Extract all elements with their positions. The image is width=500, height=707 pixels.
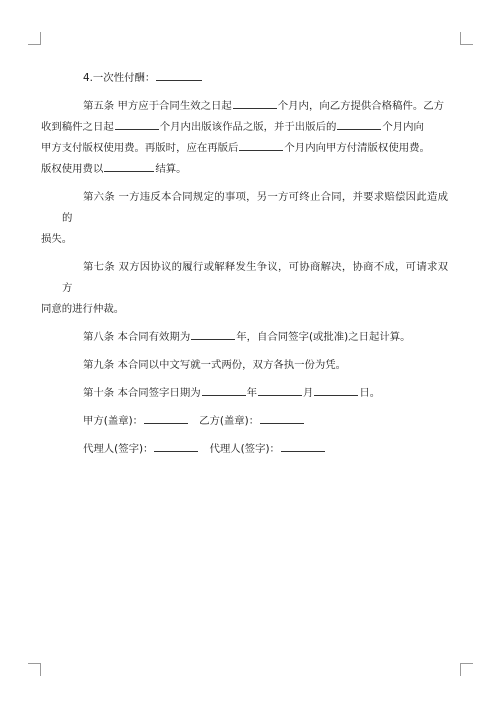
clause-5-delivery: 第五条 甲方应于合同生效之日起 个月内，向乙方提供合格稿件。乙方 收到稿件之日起 个月内出版该作品之版，并于出版后的 个月内向 甲方支付版权使用费。再版时，应在再版后 个月内向甲方付清版权使用费。 版权使用费以 结算。 — [62, 96, 448, 180]
crop-mark-top-left — [28, 32, 41, 45]
clause-8-term: 第八条 本合同有效期为 年，自合同签字(或批准)之日起计算。 — [62, 327, 448, 348]
blank-line — [260, 411, 304, 424]
blank-line — [314, 383, 358, 396]
blank-line — [281, 439, 325, 452]
crop-mark-bottom-left — [28, 663, 41, 676]
crop-mark-top-right — [460, 32, 473, 45]
blank-line — [154, 439, 198, 452]
crop-mark-bottom-right — [460, 663, 473, 676]
blank-line — [258, 383, 302, 396]
blank-line — [144, 411, 188, 424]
clause-7-dispute: 第七条 双方因协议的履行或解释发生争议，可协商解决，协商不成，可请求双方 同意的进行仲裁。 — [41, 261, 448, 315]
agent-signature-line: 代理人(签字)： 代理人(签字)： — [62, 439, 448, 460]
blank-line — [337, 117, 381, 130]
blank-line — [104, 159, 154, 172]
contract-body — [41, 68, 448, 467]
clause-4-lump-sum: 4.一次性付酬： — [62, 68, 448, 89]
clause-10-sign-date: 第十条 本合同签字日期为 年 月 日。 — [62, 383, 448, 404]
blank-line — [156, 68, 202, 81]
clause-9-copies: 第九条 本合同以中文写就一式两份，双方各执一份为凭。 — [83, 359, 347, 371]
seal-line: 甲方(盖章)： 乙方(盖章)： — [62, 411, 448, 432]
blank-line — [239, 138, 283, 151]
blank-line — [115, 117, 159, 130]
clause-6-termination: 第六条 一方违反本合同规定的事项，另一方可终止合同，并要求赔偿因此造成的 损失。 — [41, 191, 448, 245]
blank-line — [191, 327, 235, 340]
blank-line — [233, 96, 277, 109]
blank-line — [202, 383, 246, 396]
